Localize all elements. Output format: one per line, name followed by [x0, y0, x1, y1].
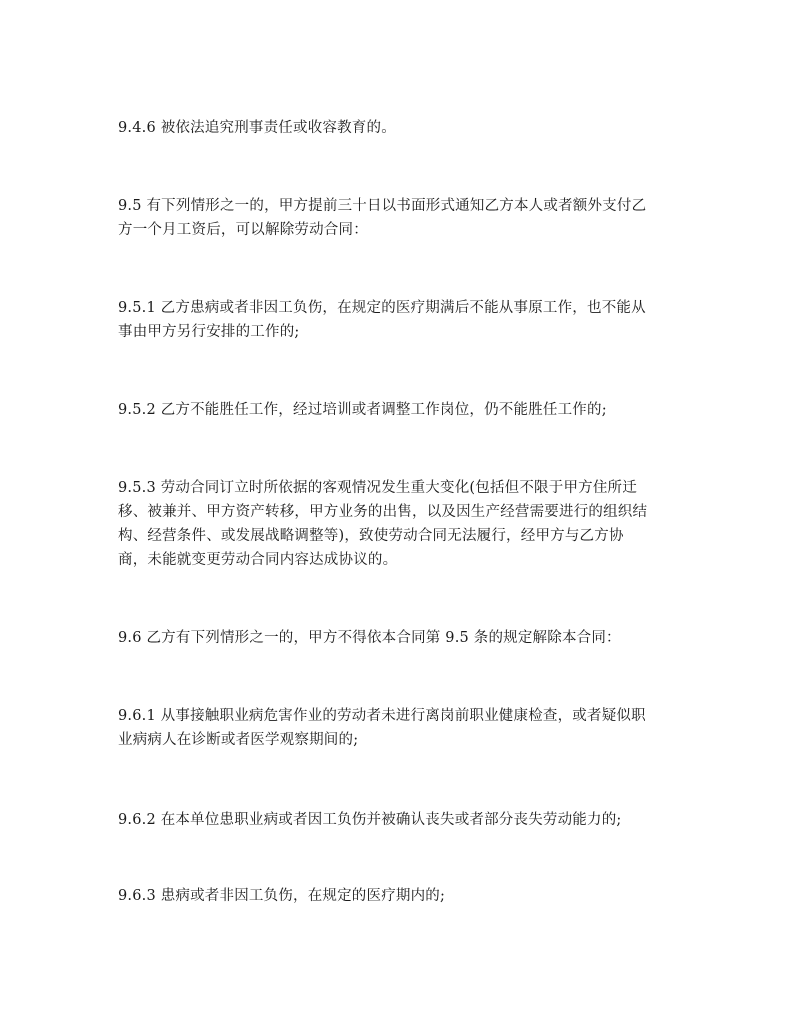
clause-9-6-3: 9.6.3 患病或者非因工负伤，在规定的医疗期内的; [118, 888, 446, 904]
clause-9-6-2: 9.6.2 在本单位患职业病或者因工负伤并被确认丧失或者部分丧失劳动能力的; [118, 812, 622, 828]
clause-9-6: 9.6 乙方有下列情形之一的，甲方不得依本合同第 9.5 条的规定解除本合同： [118, 630, 621, 646]
clause-9-6-1: 9.6.1 从事接触职业病危害作业的劳动者未进行离岗前职业健康检查，或者疑似职 业病病人在诊断或者医学观察期间的; [118, 708, 646, 748]
clause-9-5-3: 9.5.3 劳动合同订立时所依据的客观情况发生重大变化(包括但不限于甲方住所迁 移、被兼并、甲方资产转移，甲方业务的出售，以及因生产经营需要进行的组织结 构、经营条件、或发展战略调整等)，致使劳动合同无法履行，经甲方与乙方协 商，未能就变更劳动合同内容达成协议的。 [118, 480, 648, 568]
clause-9-4-6: 9.4.6 被依法追究刑事责任或收容教育的。 [118, 120, 396, 136]
clause-9-5-1: 9.5.1 乙方患病或者非因工负伤，在规定的医疗期满后不能从事原工作，也不能从 事由甲方另行安排的工作的; [118, 300, 646, 340]
clause-9-5-2: 9.5.2 乙方不能胜任工作，经过培训或者调整工作岗位，仍不能胜任工作的; [118, 402, 607, 418]
clause-9-5: 9.5 有下列情形之一的，甲方提前三十日以书面形式通知乙方本人或者额外支付乙 方一个月工资后，可以解除劳动合同： [118, 198, 647, 238]
